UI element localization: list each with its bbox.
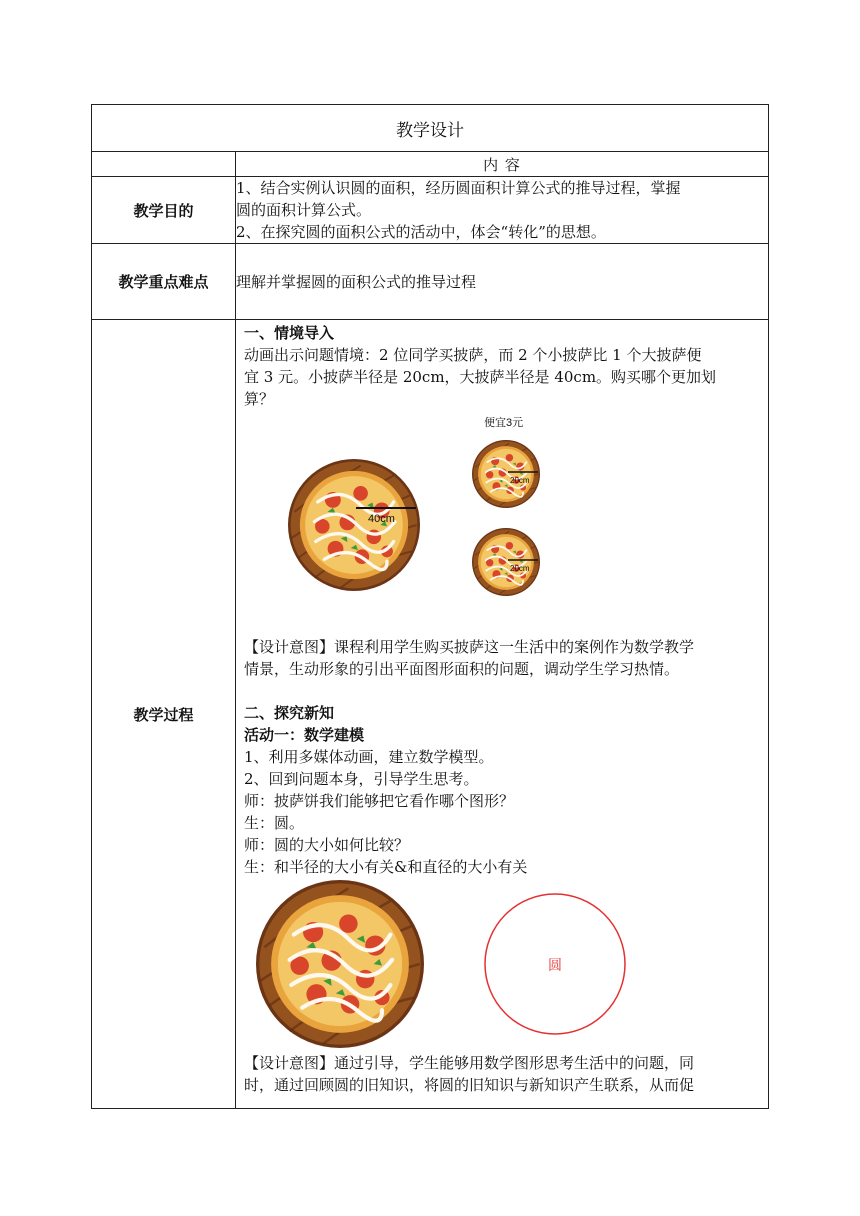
- section2-intent-line: 【设计意图】通过引导，学生能够用数学图形思考生活中的问题，同: [244, 1054, 695, 1072]
- goal-content: [236, 177, 769, 244]
- section1-heading: 一、情境导入: [244, 324, 335, 342]
- goal-line: 2、在探究圆的面积公式的活动中，体会“转化”的思想。: [236, 223, 606, 241]
- small-radius-label: 20cm: [510, 564, 530, 573]
- lesson-design-table: [91, 104, 769, 1109]
- cheaper-label: 便宜3元: [484, 417, 524, 429]
- goal-line: 圆的面积计算公式。: [236, 201, 372, 219]
- small-radius-label: 20cm: [510, 476, 530, 485]
- header-empty-cell: [92, 152, 236, 177]
- circle-label: 圆: [548, 958, 562, 974]
- section1-line: 宜 3 元。小披萨半径是 20cm，大披萨半径是 40cm。购买哪个更加划: [244, 368, 717, 386]
- activity-heading: 活动一：数学建模: [244, 726, 365, 744]
- section1-line: 算？: [244, 390, 275, 408]
- pizza-comparison-figure: [244, 410, 760, 636]
- small-pizza-image: [472, 440, 540, 508]
- section2-line: 1、利用多媒体动画，建立数学模型。: [244, 748, 494, 766]
- process-label: 教学过程: [92, 320, 236, 1109]
- big-pizza-image: [288, 459, 420, 591]
- section1-intent-line: 情景，生动形象的引出平面图形面积的问题，调动学生学习热情。: [244, 660, 680, 678]
- big-radius-label: 40cm: [368, 513, 395, 525]
- pizza-circle-figure: [244, 878, 760, 1052]
- small-pizza-image: [472, 528, 540, 596]
- key-label: 教学重点难点: [92, 244, 236, 320]
- section1-line: 动画出示问题情境：2 位同学买披萨，而 2 个小披萨比 1 个大披萨便: [244, 346, 702, 364]
- section2-line: 生：圆。: [244, 814, 305, 832]
- section1-intent-line: 【设计意图】课程利用学生购买披萨这一生活中的案例作为数学教学: [244, 638, 695, 656]
- goal-label: 教学目的: [92, 177, 236, 244]
- goal-line: 1、结合实例认识圆的面积，经历圆面积计算公式的推导过程，掌握: [236, 179, 681, 197]
- key-content: 理解并掌握圆的面积公式的推导过程: [236, 244, 769, 320]
- section2-line: 师：披萨饼我们能够把它看作哪个图形？: [244, 792, 515, 810]
- process-content: [236, 320, 769, 1109]
- pizza-image: [256, 880, 424, 1048]
- section2-heading: 二、探究新知: [244, 704, 335, 722]
- table-title: 教学设计: [92, 105, 769, 152]
- section2-intent-line: 时，通过回顾圆的旧知识，将圆的旧知识与新知识产生联系，从而促: [244, 1076, 695, 1094]
- content-header: 内 容: [236, 152, 769, 177]
- section2-line: 2、回到问题本身，引导学生思考。: [244, 770, 479, 788]
- section2-line: 师：圆的大小如何比较？: [244, 836, 410, 854]
- section2-line: 生：和半径的大小有关&和直径的大小有关: [244, 858, 528, 876]
